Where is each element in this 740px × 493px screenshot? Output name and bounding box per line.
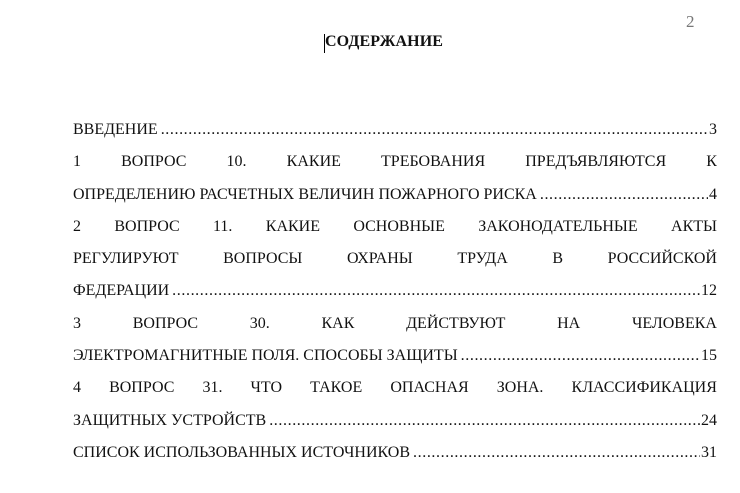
toc-word: ЧЕЛОВЕКА: [631, 314, 717, 332]
toc-word: К: [706, 153, 717, 171]
toc-entry-question-11[interactable]: [73, 279, 717, 311]
toc-word: ВОПРОС: [114, 217, 180, 235]
dot-leader: [540, 183, 708, 207]
toc-word: НА: [557, 314, 581, 332]
page-number: 2: [686, 12, 695, 31]
toc-word: РЕГУЛИРУЮТ: [73, 250, 179, 268]
toc-entry-text: СПИСОК ИСПОЛЬЗОВАННЫХ ИСТОЧНИКОВ: [73, 443, 411, 461]
toc-page-number: 4: [709, 185, 717, 203]
toc-entry-question-30[interactable]: [73, 344, 717, 376]
toc-word: 10.: [226, 153, 247, 171]
toc-entry-question-31[interactable]: [73, 409, 717, 441]
toc-entry-text: ЗАЩИТНЫХ УСТРОЙСТВ: [73, 411, 267, 429]
toc-word: 11.: [213, 217, 233, 235]
table-of-contents: [73, 118, 717, 473]
toc-entry-question-11-line[interactable]: [73, 247, 717, 279]
toc-word: 4: [73, 379, 81, 397]
toc-title[interactable]: СОДЕРЖАНИЕ: [325, 33, 444, 50]
toc-word: ВОПРОС: [121, 153, 187, 171]
toc-word: ПРЕДЪЯВЛЯЮТСЯ: [525, 153, 667, 171]
toc-page-number: 31: [701, 443, 717, 461]
dot-leader: [461, 344, 700, 368]
toc-word: ВОПРОСЫ: [223, 250, 303, 268]
toc-word: ВОПРОС: [132, 314, 199, 332]
toc-word: КЛАССИФИКАЦИЯ: [571, 379, 717, 397]
toc-word: ВОПРОС: [109, 379, 175, 397]
toc-word: ТАКОЕ: [310, 379, 363, 397]
toc-word: ОПАСНАЯ: [390, 379, 469, 397]
toc-page-number: 12: [701, 282, 717, 300]
toc-word: 30.: [249, 314, 270, 332]
toc-entry-question-10-line[interactable]: [73, 150, 717, 182]
toc-word: КАКИЕ: [286, 153, 341, 171]
toc-page-number: 24: [701, 411, 717, 429]
toc-word: ДЕЙСТВУЮТ: [406, 314, 506, 332]
toc-word: ТРЕБОВАНИЯ: [381, 153, 486, 171]
dot-leader: [172, 279, 700, 303]
toc-entry-sources[interactable]: [73, 441, 717, 473]
toc-word: В: [552, 250, 564, 268]
toc-word: ЧТО: [250, 379, 283, 397]
dot-leader: [269, 409, 700, 433]
toc-entry-question-30-line[interactable]: [73, 312, 717, 344]
toc-word: ОСНОВНЫЕ: [353, 217, 445, 235]
toc-word: 1: [73, 153, 81, 171]
toc-entry-introduction[interactable]: [73, 118, 717, 150]
toc-word: КАК: [321, 314, 355, 332]
toc-word: 3: [73, 314, 81, 332]
toc-word: АКТЫ: [671, 217, 717, 235]
toc-word: КАКИЕ: [265, 217, 321, 235]
toc-entry-text: ФЕДЕРАЦИИ: [73, 282, 170, 300]
toc-word: ТРУДА: [457, 250, 508, 268]
toc-entry-question-11-line[interactable]: [73, 215, 717, 247]
toc-word: ОХРАНЫ: [346, 250, 413, 268]
toc-page-number: 3: [709, 121, 717, 138]
toc-entry-text: ЭЛЕКТРОМАГНИТНЫЕ ПОЛЯ. СПОСОБЫ ЗАЩИТЫ: [73, 347, 458, 365]
toc-word: ЗАКОНОДАТЕЛЬНЫЕ: [478, 217, 638, 235]
toc-entry-question-10[interactable]: [73, 183, 717, 215]
dot-leader: [161, 118, 708, 142]
toc-word: 31.: [202, 379, 223, 397]
toc-page-number: 15: [701, 347, 717, 365]
dot-leader: [413, 441, 700, 465]
toc-word: ЗОНА.: [496, 379, 544, 397]
toc-entry-text: ВВЕДЕНИЕ: [73, 121, 158, 138]
toc-word: 2: [73, 217, 81, 235]
toc-word: РОССИЙСКОЙ: [607, 250, 717, 268]
toc-entry-question-31-line[interactable]: [73, 376, 717, 408]
toc-entry-text: ОПРЕДЕЛЕНИЮ РАСЧЕТНЫХ ВЕЛИЧИН ПОЖАРНОГО РИСКА: [73, 185, 537, 203]
